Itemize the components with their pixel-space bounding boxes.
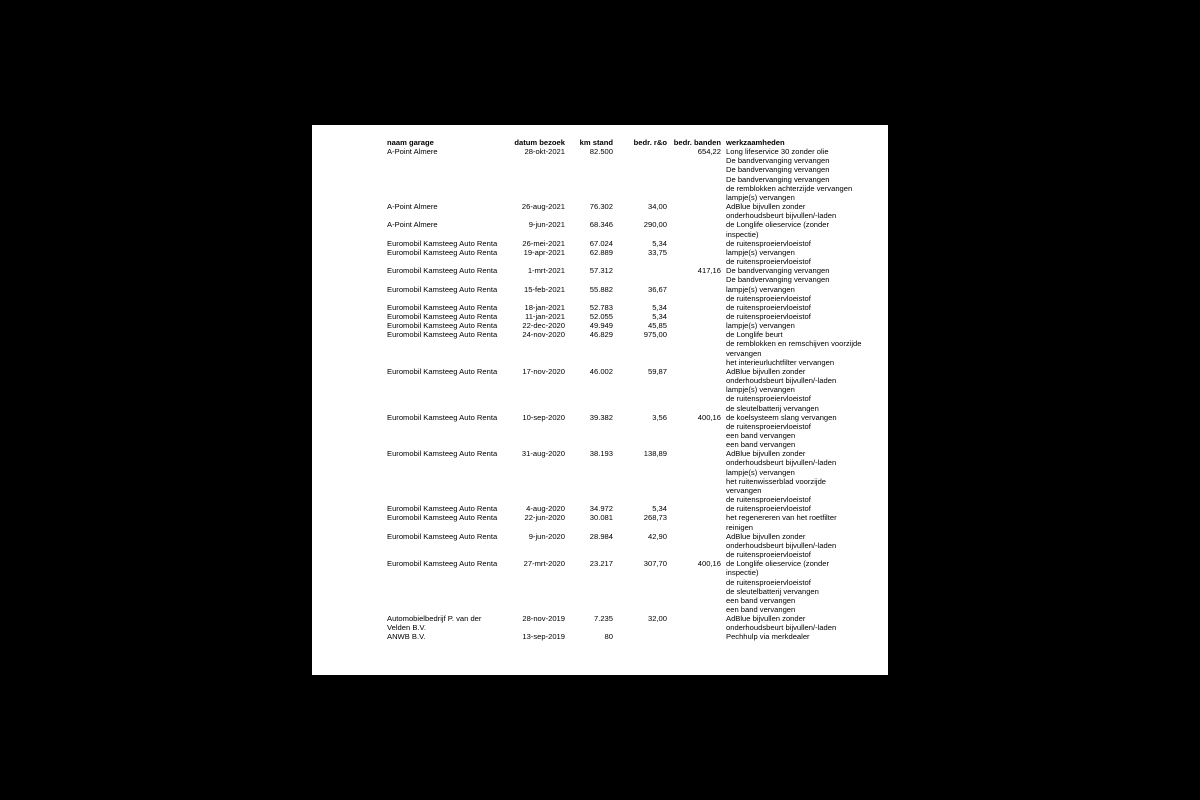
table-row bbox=[387, 312, 877, 321]
cell-km: 80 bbox=[604, 632, 613, 642]
cell-tyres-amount bbox=[667, 449, 721, 504]
cell-garage bbox=[387, 312, 509, 321]
cell-date: 17-nov-2020 bbox=[522, 366, 565, 376]
document-page bbox=[312, 125, 888, 675]
cell-repair-amount: 290,00 bbox=[643, 220, 667, 230]
work-line: onderhoudsbeurt bijvullen/-laden bbox=[726, 458, 837, 468]
cell-garage bbox=[387, 239, 509, 248]
work-line: De bandvervanging vervangen bbox=[726, 266, 830, 276]
cell-date: 31-aug-2020 bbox=[521, 449, 565, 459]
cell-date: 19-apr-2021 bbox=[523, 247, 565, 257]
garage-name-line: Euromobil Kamsteeg Auto Renta bbox=[387, 284, 498, 294]
garage-name-line: Euromobil Kamsteeg Auto Renta bbox=[387, 559, 498, 569]
work-line: onderhoudsbeurt bijvullen/-laden bbox=[726, 623, 837, 633]
table-row bbox=[387, 147, 877, 202]
work-line: vervangen bbox=[726, 485, 762, 495]
work-line: De bandvervanging vervangen bbox=[726, 174, 830, 184]
cell-garage bbox=[387, 248, 509, 266]
work-line: lampje(s) vervangen bbox=[726, 385, 795, 395]
table-row bbox=[387, 449, 877, 504]
cell-work bbox=[721, 559, 877, 614]
cell-tyres-amount bbox=[667, 513, 721, 531]
garage-name-line: Euromobil Kamsteeg Auto Renta bbox=[387, 311, 498, 321]
table-row bbox=[387, 559, 877, 614]
table-row bbox=[387, 632, 877, 641]
garage-name-line: Euromobil Kamsteeg Auto Renta bbox=[387, 330, 498, 340]
cell-tyres-amount bbox=[667, 285, 721, 303]
cell-work bbox=[721, 321, 877, 330]
work-line: De bandvervanging vervangen bbox=[726, 156, 830, 166]
cell-work bbox=[721, 367, 877, 413]
cell-garage bbox=[387, 449, 509, 504]
cell-work bbox=[721, 312, 877, 321]
cell-repair-amount: 45,85 bbox=[647, 321, 667, 331]
cell-work bbox=[721, 614, 877, 632]
garage-name-line: Euromobil Kamsteeg Auto Renta bbox=[387, 504, 498, 514]
work-line: de remblokken achterzijde vervangen bbox=[726, 183, 853, 193]
cell-repair-amount: 42,90 bbox=[647, 531, 667, 541]
table-header-row bbox=[387, 138, 877, 147]
work-line: inspectie) bbox=[726, 229, 759, 239]
work-line: de ruitensproeiervloeistof bbox=[726, 495, 811, 505]
cell-date: 18-jan-2021 bbox=[524, 302, 565, 312]
cell-tyres-amount: 400,16 bbox=[697, 412, 721, 422]
cell-tyres-amount bbox=[667, 220, 721, 238]
work-line: de ruitensproeiervloeistof bbox=[726, 302, 811, 312]
work-line: lampje(s) vervangen bbox=[726, 247, 795, 257]
cell-garage bbox=[387, 321, 509, 330]
work-line: Pechhulp via merkdealer bbox=[726, 632, 810, 642]
table-row bbox=[387, 202, 877, 220]
work-line: het ruitenwisserblad voorzijde bbox=[726, 476, 827, 486]
table-row bbox=[387, 367, 877, 413]
cell-work bbox=[721, 532, 877, 559]
cell-work bbox=[721, 303, 877, 312]
cell-km: 57.312 bbox=[589, 266, 613, 276]
cell-km: 30.081 bbox=[589, 513, 613, 523]
cell-tyres-amount bbox=[667, 303, 721, 312]
cell-tyres-amount bbox=[667, 632, 721, 641]
cell-work bbox=[721, 239, 877, 248]
table-row bbox=[387, 239, 877, 248]
cell-date: 4-aug-2020 bbox=[526, 504, 565, 514]
cell-garage bbox=[387, 266, 509, 284]
table-row bbox=[387, 504, 877, 513]
cell-date: 26-mei-2021 bbox=[522, 238, 565, 248]
garage-name-line: Euromobil Kamsteeg Auto Renta bbox=[387, 247, 498, 257]
cell-date: 11-jan-2021 bbox=[525, 311, 565, 321]
cell-km: 55.882 bbox=[589, 284, 613, 294]
cell-km: 39.382 bbox=[589, 412, 613, 422]
cell-km: 52.783 bbox=[589, 302, 613, 312]
cell-tyres-amount bbox=[667, 202, 721, 220]
cell-garage bbox=[387, 202, 509, 220]
work-line: een band vervangen bbox=[726, 440, 796, 450]
cell-date: 9-jun-2021 bbox=[528, 220, 565, 230]
cell-tyres-amount bbox=[667, 532, 721, 559]
cell-garage bbox=[387, 632, 509, 641]
work-line: de ruitensproeiervloeistof bbox=[726, 238, 811, 248]
work-line: lampje(s) vervangen bbox=[726, 467, 795, 477]
cell-repair-amount bbox=[613, 147, 667, 202]
work-line: onderhoudsbeurt bijvullen/-laden bbox=[726, 540, 837, 550]
table-row bbox=[387, 266, 877, 284]
cell-work bbox=[721, 248, 877, 266]
cell-work bbox=[721, 632, 877, 641]
cell-tyres-amount bbox=[667, 239, 721, 248]
cell-work bbox=[721, 266, 877, 284]
cell-km: 68.346 bbox=[589, 220, 613, 230]
cell-work bbox=[721, 449, 877, 504]
cell-tyres-amount bbox=[667, 248, 721, 266]
work-line: lampje(s) vervangen bbox=[726, 192, 795, 202]
cell-date: 24-nov-2020 bbox=[522, 330, 565, 340]
garage-name-line: Automobielbedrijf P. van der bbox=[387, 614, 482, 624]
work-line: lampje(s) vervangen bbox=[726, 321, 795, 331]
cell-date: 15-feb-2021 bbox=[524, 284, 565, 294]
cell-repair-amount: 3,56 bbox=[652, 412, 667, 422]
cell-date: 27-mrt-2020 bbox=[523, 559, 565, 569]
cell-garage bbox=[387, 504, 509, 513]
cell-garage bbox=[387, 303, 509, 312]
work-line: de koelsysteem slang vervangen bbox=[726, 412, 837, 422]
work-line: De bandvervanging vervangen bbox=[726, 275, 830, 285]
cell-km: 82.500 bbox=[589, 147, 613, 157]
work-line: de sleutelbatterij vervangen bbox=[726, 586, 819, 596]
cell-date: 22-jun-2020 bbox=[524, 513, 565, 523]
work-line: Long lifeservice 30 zonder olie bbox=[726, 147, 829, 157]
work-line: de ruitensproeiervloeistof bbox=[726, 311, 811, 321]
work-line: de ruitensproeiervloeistof bbox=[726, 394, 811, 404]
table-row bbox=[387, 321, 877, 330]
cell-repair-amount: 36,67 bbox=[647, 284, 667, 294]
cell-km: 52.055 bbox=[589, 311, 613, 321]
work-line: de Longlife olieservice (zonder bbox=[726, 220, 829, 230]
work-line: onderhoudsbeurt bijvullen/-laden bbox=[726, 376, 837, 386]
cell-date: 22-dec-2020 bbox=[522, 321, 565, 331]
cell-km: 62.889 bbox=[589, 247, 613, 257]
garage-name-line: A-Point Almere bbox=[387, 147, 438, 157]
cell-garage bbox=[387, 413, 509, 450]
cell-work bbox=[721, 513, 877, 531]
table-row bbox=[387, 220, 877, 238]
cell-garage bbox=[387, 285, 509, 303]
cell-km: 46.002 bbox=[589, 366, 613, 376]
work-line: de ruitensproeiervloeistof bbox=[726, 577, 811, 587]
cell-km: 46.829 bbox=[589, 330, 613, 340]
work-line: de Longlife olieservice (zonder bbox=[726, 559, 829, 569]
work-line: de ruitensproeiervloeistof bbox=[726, 421, 811, 431]
cell-tyres-amount: 400,16 bbox=[697, 559, 721, 569]
header-work: werkzaamheden bbox=[726, 138, 785, 147]
cell-repair-amount bbox=[613, 266, 667, 284]
table-row bbox=[387, 614, 877, 632]
cell-garage bbox=[387, 147, 509, 202]
cell-garage bbox=[387, 614, 509, 632]
cell-work bbox=[721, 330, 877, 367]
cell-km: 67.024 bbox=[589, 238, 613, 248]
table-row bbox=[387, 413, 877, 450]
cell-garage bbox=[387, 220, 509, 238]
garage-name-line: Euromobil Kamsteeg Auto Renta bbox=[387, 366, 498, 376]
work-line: lampje(s) vervangen bbox=[726, 284, 795, 294]
garage-name-line: Euromobil Kamsteeg Auto Renta bbox=[387, 531, 498, 541]
work-line: een band vervangen bbox=[726, 431, 796, 440]
table-row bbox=[387, 513, 877, 531]
work-line: een band vervangen bbox=[726, 595, 796, 605]
work-line: AdBlue bijvullen zonder bbox=[726, 202, 806, 212]
header-tyres-amount: bedr. banden bbox=[673, 138, 721, 147]
cell-km: 34.972 bbox=[589, 504, 613, 514]
garage-name-line: Euromobil Kamsteeg Auto Renta bbox=[387, 302, 498, 312]
cell-repair-amount: 32,00 bbox=[647, 614, 667, 624]
work-line: een band vervangen bbox=[726, 604, 796, 614]
cell-garage bbox=[387, 513, 509, 531]
work-line: het interieurluchtfilter vervangen bbox=[726, 357, 835, 367]
garage-name-line: A-Point Almere bbox=[387, 202, 438, 212]
cell-work bbox=[721, 504, 877, 513]
cell-repair-amount: 59,87 bbox=[647, 366, 667, 376]
cell-repair-amount: 5,34 bbox=[652, 238, 667, 248]
cell-tyres-amount bbox=[667, 312, 721, 321]
garage-name-line: Euromobil Kamsteeg Auto Renta bbox=[387, 412, 498, 422]
cell-work bbox=[721, 202, 877, 220]
cell-date: 13-sep-2019 bbox=[522, 632, 565, 642]
cell-repair-amount: 975,00 bbox=[643, 330, 667, 340]
work-line: AdBlue bijvullen zonder bbox=[726, 531, 806, 541]
garage-name-line: Euromobil Kamsteeg Auto Renta bbox=[387, 266, 498, 276]
cell-work bbox=[721, 285, 877, 303]
cell-repair-amount: 268,73 bbox=[643, 513, 667, 523]
work-line: de ruitensproeiervloeistof bbox=[726, 257, 811, 267]
cell-tyres-amount bbox=[667, 321, 721, 330]
cell-tyres-amount: 654,22 bbox=[697, 147, 721, 157]
cell-repair-amount: 34,00 bbox=[647, 202, 667, 212]
cell-date: 1-mrt-2021 bbox=[527, 266, 565, 276]
cell-repair-amount: 5,34 bbox=[652, 311, 667, 321]
table-row bbox=[387, 330, 877, 367]
cell-tyres-amount bbox=[667, 614, 721, 632]
cell-date: 28-okt-2021 bbox=[524, 147, 565, 157]
cell-garage bbox=[387, 330, 509, 367]
cell-km: 76.302 bbox=[589, 202, 613, 212]
work-line: AdBlue bijvullen zonder bbox=[726, 366, 806, 376]
garage-name-line: Euromobil Kamsteeg Auto Renta bbox=[387, 449, 498, 459]
work-line: De bandvervanging vervangen bbox=[726, 165, 830, 175]
cell-garage bbox=[387, 559, 509, 614]
cell-repair-amount: 5,34 bbox=[652, 504, 667, 514]
cell-garage bbox=[387, 532, 509, 559]
cell-work bbox=[721, 147, 877, 202]
cell-garage bbox=[387, 367, 509, 413]
table-row bbox=[387, 285, 877, 303]
cell-repair-amount bbox=[613, 632, 667, 641]
cell-date: 26-aug-2021 bbox=[521, 202, 565, 212]
table-row bbox=[387, 532, 877, 559]
cell-repair-amount: 138,89 bbox=[643, 449, 667, 459]
garage-name-line: A-Point Almere bbox=[387, 220, 438, 230]
cell-tyres-amount bbox=[667, 504, 721, 513]
work-line: de ruitensproeiervloeistof bbox=[726, 504, 811, 514]
garage-name-line: Euromobil Kamsteeg Auto Renta bbox=[387, 238, 498, 248]
table-row bbox=[387, 248, 877, 266]
work-line: de remblokken en remschijven voorzijde bbox=[726, 339, 862, 349]
garage-name-line: Euromobil Kamsteeg Auto Renta bbox=[387, 321, 498, 331]
header-km: km stand bbox=[579, 138, 613, 147]
maintenance-history-table bbox=[387, 138, 877, 642]
cell-km: 38.193 bbox=[589, 449, 613, 459]
work-line: AdBlue bijvullen zonder bbox=[726, 449, 806, 459]
cell-tyres-amount bbox=[667, 330, 721, 367]
garage-name-line: Velden B.V. bbox=[387, 623, 426, 633]
cell-km: 7.235 bbox=[593, 614, 613, 624]
cell-repair-amount: 5,34 bbox=[652, 302, 667, 312]
garage-name-line: ANWB B.V. bbox=[387, 632, 426, 642]
work-line: vervangen bbox=[726, 348, 762, 358]
garage-name-line: Euromobil Kamsteeg Auto Renta bbox=[387, 513, 498, 523]
cell-repair-amount: 33,75 bbox=[647, 247, 667, 257]
work-line: de Longlife beurt bbox=[726, 330, 783, 340]
work-line: inspectie) bbox=[726, 568, 759, 578]
header-date: datum bezoek bbox=[514, 138, 565, 147]
work-line: AdBlue bijvullen zonder bbox=[726, 614, 806, 624]
work-line: de sleutelbatterij vervangen bbox=[726, 403, 819, 413]
cell-date: 28-nov-2019 bbox=[522, 614, 565, 624]
cell-km: 49.949 bbox=[589, 321, 613, 331]
cell-tyres-amount: 417,16 bbox=[697, 266, 721, 276]
cell-work bbox=[721, 220, 877, 238]
work-line: onderhoudsbeurt bijvullen/-laden bbox=[726, 211, 837, 221]
header-garage: naam garage bbox=[387, 138, 434, 147]
table-row bbox=[387, 303, 877, 312]
cell-date: 10-sep-2020 bbox=[522, 412, 565, 422]
work-line: de ruitensproeiervloeistof bbox=[726, 550, 811, 560]
cell-km: 23.217 bbox=[589, 559, 613, 569]
table-body bbox=[387, 147, 877, 641]
cell-km: 28.984 bbox=[589, 531, 613, 541]
header-repair-amount: bedr. r&o bbox=[633, 138, 667, 147]
work-line: het regenereren van het roetfilter bbox=[726, 513, 837, 523]
cell-date: 9-jun-2020 bbox=[528, 531, 565, 541]
cell-tyres-amount bbox=[667, 367, 721, 413]
cell-work bbox=[721, 413, 877, 450]
work-line: de ruitensproeiervloeistof bbox=[726, 293, 811, 303]
cell-repair-amount: 307,70 bbox=[643, 559, 667, 569]
work-line: reinigen bbox=[726, 522, 754, 532]
